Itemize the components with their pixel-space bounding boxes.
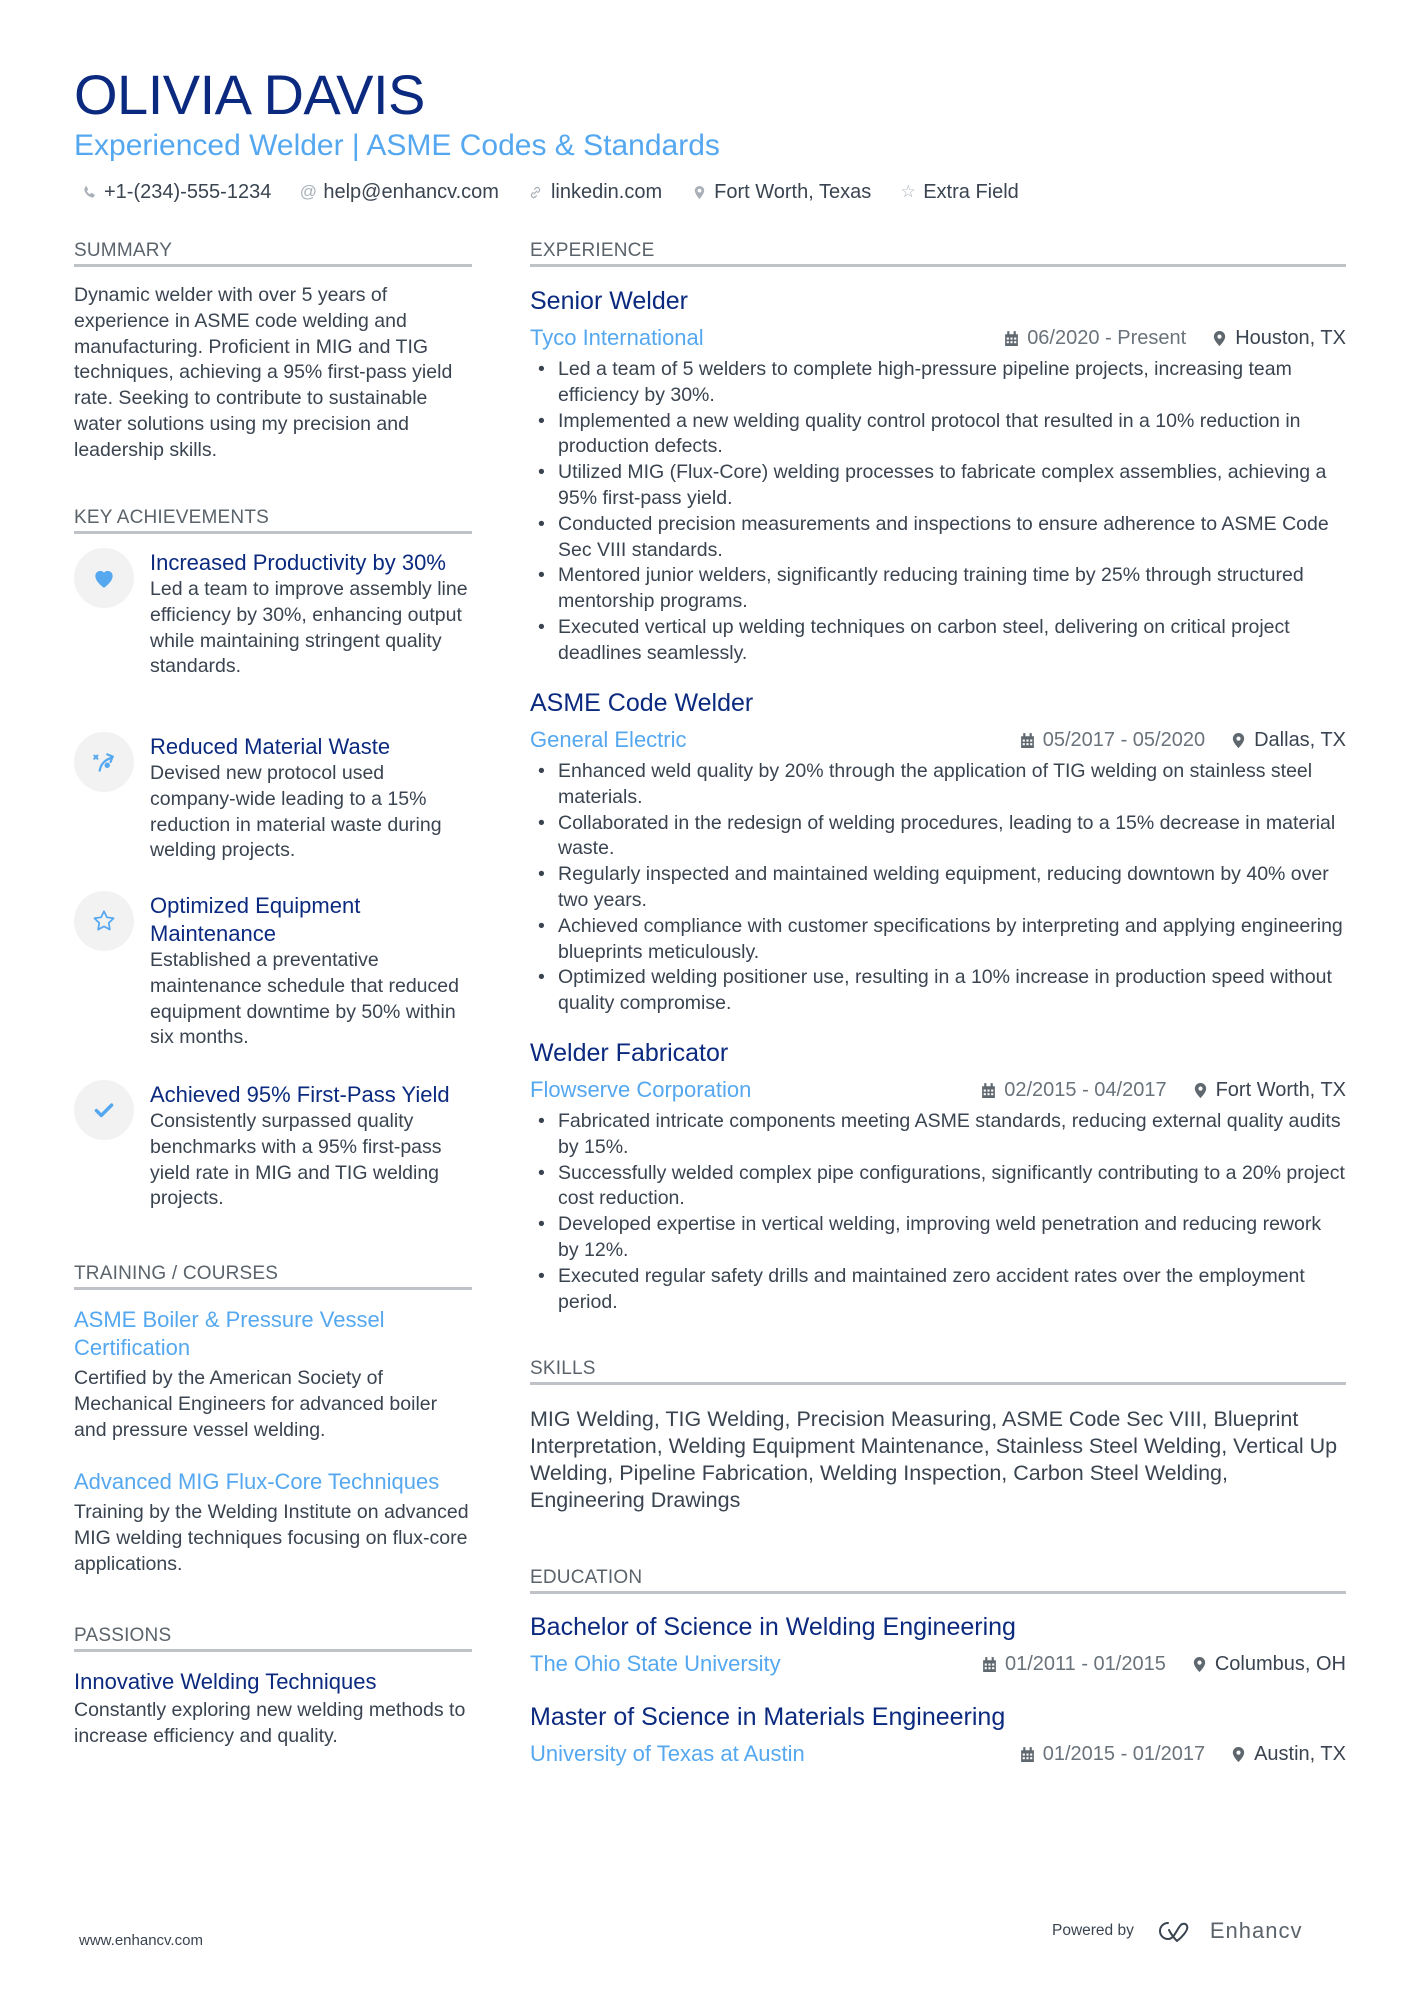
course-text: Certified by the American Society of Mechanical Engineers for advanced boiler and pressure vessel welding. bbox=[74, 1367, 438, 1441]
job-location: Dallas, TX bbox=[1254, 728, 1346, 751]
job-title: Senior Welder bbox=[530, 287, 688, 315]
experience-heading: EXPERIENCE bbox=[530, 240, 655, 261]
location-icon bbox=[1192, 1656, 1207, 1673]
course-item bbox=[74, 1306, 472, 1443]
achievement-title: Optimized Equipment Maintenance bbox=[150, 893, 361, 946]
job-bullet: • Optimized welding positioner use, resulting in a 10% increase in production speed without quality compromise. bbox=[558, 965, 1346, 1017]
company-name[interactable]: Flowserve Corporation bbox=[530, 1077, 752, 1102]
job-bullet: • Collaborated in the redesign of welding procedures, leading to a 15% decrease in material waste. bbox=[558, 811, 1346, 863]
job-title: Welder Fabricator bbox=[530, 1039, 729, 1067]
job-location: Fort Worth, TX bbox=[1215, 1078, 1346, 1101]
school-name[interactable]: The Ohio State University bbox=[530, 1651, 781, 1676]
course-item bbox=[74, 1468, 472, 1577]
achievement-text: Consistently surpassed quality benchmarks with a 95% first-pass yield rate in MIG and TIG welding projects. bbox=[150, 1110, 442, 1210]
contact-phone[interactable] bbox=[80, 181, 271, 204]
calendar-icon bbox=[981, 1082, 996, 1099]
check-icon bbox=[91, 1097, 117, 1123]
heart-icon bbox=[91, 565, 117, 591]
achievement-title: Increased Productivity by 30% bbox=[150, 550, 446, 575]
education-location: Austin, TX bbox=[1254, 1742, 1346, 1765]
enhancv-brand-text: Enhancv bbox=[1209, 1918, 1303, 1943]
degree-title: Bachelor of Science in Welding Engineering bbox=[530, 1613, 1016, 1641]
contact-row bbox=[80, 178, 1019, 206]
phone-text: +1-(234)-555-1234 bbox=[104, 180, 272, 203]
training-heading: TRAINING / COURSES bbox=[74, 1263, 279, 1284]
email-text: help@enhancv.com bbox=[323, 180, 499, 203]
extra-field-text: Extra Field bbox=[923, 180, 1019, 203]
job-dates: 05/2017 - 05/2020 bbox=[1042, 728, 1206, 751]
experience-divider bbox=[530, 264, 1346, 267]
achievement-icon-circle bbox=[74, 732, 134, 792]
degree-title: Master of Science in Materials Engineering bbox=[530, 1703, 1006, 1731]
achievements-divider bbox=[74, 531, 472, 534]
location-icon bbox=[1212, 330, 1227, 347]
enhancv-logo bbox=[1154, 1918, 1303, 1944]
training-divider bbox=[74, 1287, 472, 1290]
achievement-text: Devised new protocol used company-wide leading to a 15% reduction in material waste during welding projects. bbox=[150, 762, 442, 862]
skills-divider bbox=[530, 1382, 1346, 1385]
star-icon: ☆ bbox=[900, 182, 916, 201]
candidate-headline: Experienced Welder | ASME Codes & Standards bbox=[74, 129, 720, 162]
job-bullet: • Successfully welded complex pipe configurations, significantly contributing to a 20% project cost reduction. bbox=[558, 1161, 1346, 1213]
school-name[interactable]: University of Texas at Austin bbox=[530, 1741, 805, 1766]
passions-divider bbox=[74, 1649, 472, 1652]
job-bullet: • Achieved compliance with customer specifications by interpreting and applying engineering blueprints meticulously. bbox=[558, 914, 1346, 966]
job-bullet: • Executed regular safety drills and maintained zero accident rates over the employment period. bbox=[558, 1264, 1346, 1316]
job-bullet: • Led a team of 5 welders to complete high-pressure pipeline projects, increasing team efficiency by 30%. bbox=[558, 357, 1346, 409]
job-bullet: • Developed expertise in vertical welding, improving weld penetration and reducing rework by 12%. bbox=[558, 1212, 1346, 1264]
calendar-icon bbox=[1004, 330, 1019, 347]
achievement-title: Achieved 95% First-Pass Yield bbox=[150, 1082, 450, 1107]
achievements-heading: KEY ACHIEVEMENTS bbox=[74, 507, 270, 528]
skills-heading: SKILLS bbox=[530, 1358, 596, 1379]
contact-linkedin[interactable] bbox=[527, 181, 662, 204]
contact-location bbox=[690, 181, 871, 204]
footer-website-link[interactable]: www.enhancv.com bbox=[79, 1932, 203, 1949]
footer-branding[interactable] bbox=[1052, 1918, 1302, 1944]
calendar-icon bbox=[982, 1656, 997, 1673]
passion-title: Innovative Welding Techniques bbox=[74, 1669, 377, 1694]
education-dates: 01/2015 - 01/2017 bbox=[1042, 1742, 1206, 1765]
job-bullets bbox=[530, 357, 1346, 667]
company-name[interactable]: General Electric bbox=[530, 727, 687, 752]
achievement-icon-circle bbox=[74, 548, 134, 608]
passion-text: Constantly exploring new welding methods to increase efficiency and quality. bbox=[74, 1699, 466, 1747]
education-divider bbox=[530, 1591, 1346, 1594]
summary-divider bbox=[74, 264, 472, 267]
course-title: Advanced MIG Flux-Core Techniques bbox=[74, 1469, 440, 1494]
candidate-name: OLIVIA DAVIS bbox=[74, 63, 425, 126]
calendar-icon bbox=[1020, 1746, 1035, 1763]
job-bullet: • Enhanced weld quality by 20% through the application of TIG welding on stainless steel materials. bbox=[558, 759, 1346, 811]
job-bullet: • Fabricated intricate components meeting ASME standards, reducing external quality audits by 15%. bbox=[558, 1109, 1346, 1161]
job-bullet: • Regularly inspected and maintained welding equipment, reducing downtown by 40% over two years. bbox=[558, 862, 1346, 914]
passions-heading: PASSIONS bbox=[74, 1625, 172, 1646]
education-dates: 01/2011 - 01/2015 bbox=[1004, 1652, 1166, 1675]
star-icon bbox=[91, 908, 117, 934]
passion-item bbox=[74, 1668, 472, 1750]
location-icon bbox=[690, 185, 708, 200]
education-location: Columbus, OH bbox=[1214, 1652, 1346, 1675]
location-icon bbox=[1193, 1082, 1208, 1099]
company-name[interactable]: Tyco International bbox=[530, 325, 704, 350]
at-icon: @ bbox=[299, 182, 317, 201]
powered-by-label: Powered by bbox=[1052, 1922, 1134, 1939]
phone-icon bbox=[80, 185, 98, 200]
summary-text: Dynamic welder with over 5 years of experience in ASME code welding and manufacturing. Proficient in MIG and TIG techniques, achieving a 95% first-pass yield rate. Seeking to contribute to sustainable water solutions using my precision and leadership skills. bbox=[74, 284, 453, 461]
location-text: Fort Worth, Texas bbox=[714, 180, 872, 203]
skills-list: MIG Welding, TIG Welding, Precision Measuring, ASME Code Sec VIII, Blueprint Interpretation, Welding Equipment Maintenance, Stainless Steel Welding, Vertical Up Welding, Pipeline Fabrication, Welding Inspection, Carbon Steel Welding, Engineering Drawings bbox=[530, 1407, 1338, 1512]
achievement-icon-circle bbox=[74, 891, 134, 951]
job-entry bbox=[530, 688, 1346, 1017]
job-bullet: • Executed vertical up welding techniques on carbon steel, delivering on critical project deadlines seamlessly. bbox=[558, 615, 1346, 667]
job-bullet: • Mentored junior welders, significantly reducing training time by 25% through structured mentorship programs. bbox=[558, 563, 1346, 615]
job-title: ASME Code Welder bbox=[530, 689, 754, 717]
education-entry bbox=[530, 1702, 1346, 1769]
education-heading: EDUCATION bbox=[530, 1567, 643, 1588]
achievement-text: Led a team to improve assembly line efficiency by 30%, enhancing output while maintaining stringent quality standards. bbox=[150, 578, 468, 678]
location-icon bbox=[1231, 1746, 1246, 1763]
job-location: Houston, TX bbox=[1235, 326, 1346, 349]
achievement-text: Established a preventative maintenance schedule that reduced equipment downtime by 50% within six months. bbox=[150, 949, 459, 1049]
job-bullets bbox=[530, 1109, 1346, 1315]
job-entry bbox=[530, 286, 1346, 667]
linkedin-text: linkedin.com bbox=[550, 180, 663, 203]
job-bullet: • Conducted precision measurements and inspections to ensure adherence to ASME Code Sec VIII standards. bbox=[558, 512, 1346, 564]
job-bullets bbox=[530, 759, 1346, 1017]
contact-email[interactable] bbox=[299, 181, 499, 204]
achievement-title: Reduced Material Waste bbox=[150, 734, 391, 759]
job-bullet: • Implemented a new welding quality control protocol that resulted in a 10% reduction in production defects. bbox=[558, 409, 1346, 461]
location-icon bbox=[1231, 732, 1246, 749]
education-entry bbox=[530, 1612, 1346, 1679]
course-text: Training by the Welding Institute on advanced MIG welding techniques focusing on flux-core applications. bbox=[74, 1501, 469, 1575]
calendar-icon bbox=[1020, 732, 1035, 749]
job-entry bbox=[530, 1038, 1346, 1315]
achievement-icon-circle bbox=[74, 1080, 134, 1140]
job-dates: 06/2020 - Present bbox=[1027, 326, 1187, 349]
enhancv-logo-icon bbox=[1154, 1918, 1198, 1944]
summary-heading: SUMMARY bbox=[74, 240, 173, 261]
course-title: ASME Boiler & Pressure Vessel Certification bbox=[74, 1307, 385, 1360]
link-icon bbox=[527, 185, 545, 200]
strategy-arrow-icon bbox=[91, 749, 117, 775]
job-dates: 02/2015 - 04/2017 bbox=[1004, 1078, 1167, 1101]
contact-extra bbox=[899, 181, 1019, 204]
job-bullet: • Utilized MIG (Flux-Core) welding processes to fabricate complex assemblies, achieving a 95% first-pass yield. bbox=[558, 460, 1346, 512]
